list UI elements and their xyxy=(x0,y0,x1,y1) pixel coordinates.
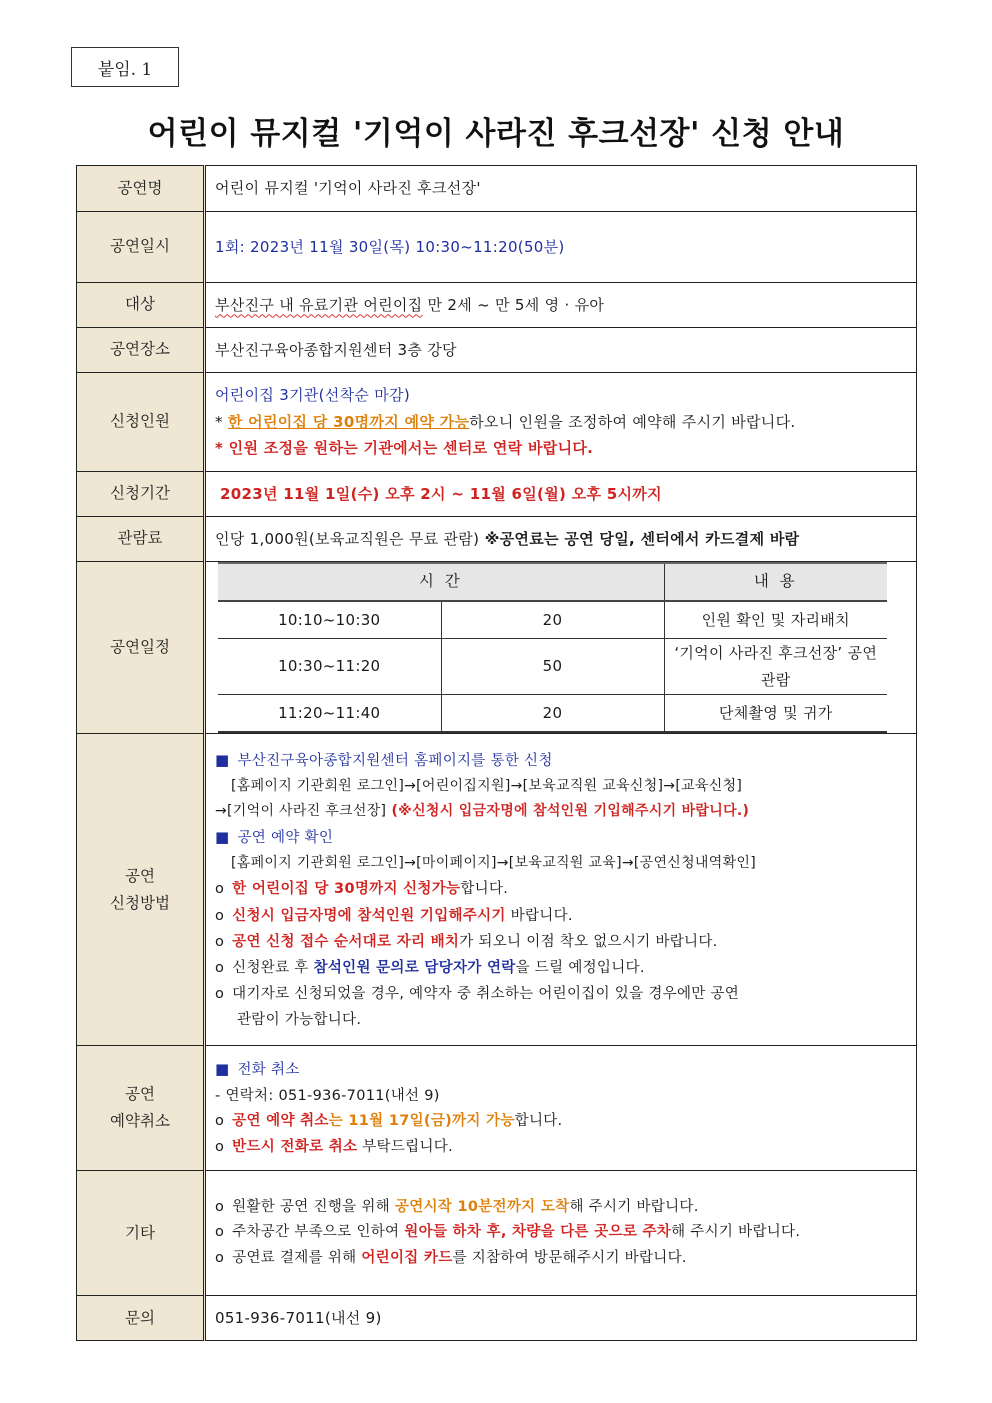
row-etc xyxy=(77,1171,917,1296)
label-performance-name: 공연명 xyxy=(77,166,205,212)
row-performance-date xyxy=(77,212,917,283)
label-cancel: 공연 예약취소 xyxy=(77,1046,205,1171)
label-schedule: 공연일정 xyxy=(77,562,205,734)
schedule-minutes: 50 xyxy=(441,639,664,695)
row-cancel xyxy=(77,1046,917,1171)
method-section2-path: [홈페이지 기관회원 로그인]→[마이페이지]→[보육교직원 교육]→[공연신청내역확인] xyxy=(231,855,756,872)
applicants-line3: * 인원 조정을 원하는 기관에서는 센터로 연락 바랍니다. xyxy=(215,439,594,458)
schedule-content: 인원 확인 및 자리배치 xyxy=(664,601,887,639)
page-title: 어린이 뮤지컬 '기억이 사라진 후크선장' 신청 안내 xyxy=(147,116,845,152)
method-section1-path2: →[기억이 사라진 후크선장] (※신청시 입금자명에 참석인원 기입해주시기 바랍니다.) xyxy=(215,803,750,819)
method-bullet-3: ο 공연 신청 접수 순서대로 자리 배치가 되오니 이점 착오 없으시기 바랍니다. xyxy=(215,933,718,950)
row-method xyxy=(77,734,917,1046)
square-bullet-icon: ■ xyxy=(215,828,230,847)
row-schedule xyxy=(77,562,917,734)
target-rest: 만 2세 ~ 만 5세 영 · 유아 xyxy=(422,295,605,314)
label-fee: 관람료 xyxy=(77,517,205,562)
schedule-time: 10:10~10:30 xyxy=(218,601,441,639)
schedule-row xyxy=(218,601,887,639)
applicants-line2: * 한 어린이집 당 30명까지 예약 가능하오니 인원을 조정하여 예약해 주시기 바랍니다. xyxy=(215,412,796,431)
target-underlined: 부산진구 내 유료기관 어린이집 xyxy=(215,295,423,314)
row-fee xyxy=(77,517,917,562)
method-section2-heading: ■ 공연 예약 확인 xyxy=(215,828,334,847)
value-method xyxy=(205,734,917,1046)
schedule-content: ‘기억이 사라진 후크선장’ 공연 관람 xyxy=(664,639,887,695)
label-method: 공연 신청방법 xyxy=(77,734,205,1046)
label-target: 대상 xyxy=(77,283,205,328)
label-performance-date: 공연일시 xyxy=(77,212,205,283)
schedule-header-content: 내 용 xyxy=(664,563,887,601)
etc-bullet-2: ο 주차공간 부족으로 인하여 원아들 하차 후, 차량을 다른 곳으로 주차해 주시기 바랍니다. xyxy=(215,1224,801,1241)
schedule-row xyxy=(218,695,887,733)
value-target xyxy=(205,283,917,328)
attachment-label: 붙임. 1 xyxy=(71,47,179,87)
schedule-content: 단체촬영 및 귀가 xyxy=(664,695,887,733)
value-inquiry: 051-936-7011(내선 9) xyxy=(205,1296,917,1341)
row-inquiry xyxy=(77,1296,917,1341)
value-venue: 부산진구육아종합지원센터 3층 강당 xyxy=(205,328,917,373)
label-venue: 공연장소 xyxy=(77,328,205,373)
schedule-row xyxy=(218,639,887,695)
label-applicants: 신청인원 xyxy=(77,373,205,472)
value-period: 2023년 11월 1일(수) 오후 2시 ~ 11월 6일(월) 오후 5시까지 xyxy=(205,472,917,517)
schedule-header-time: 시 간 xyxy=(218,563,664,601)
square-bullet-icon: ■ xyxy=(215,750,230,769)
schedule-minutes: 20 xyxy=(441,601,664,639)
square-bullet-icon: ■ xyxy=(215,1059,230,1078)
etc-bullet-1: ο 원활한 공연 진행을 위해 공연시작 10분전까지 도착해 주시기 바랍니다. xyxy=(215,1198,699,1215)
cancel-contact: - 연락처: 051-936-7011(내선 9) xyxy=(215,1087,440,1104)
value-performance-date: 1회: 2023년 11월 30일(목) 10:30~11:20(50분) xyxy=(205,212,917,283)
value-fee: 인당 1,000원(보육교직원은 무료 관람) ※공연료는 공연 당일, 센터에서 카드결제 바람 xyxy=(205,517,917,562)
method-section1-path1: [홈페이지 기관회원 로그인]→[어린이집지원]→[보육교직원 교육신청]→[교육신청] xyxy=(231,777,743,794)
label-period: 신청기간 xyxy=(77,472,205,517)
row-venue xyxy=(77,328,917,373)
label-inquiry: 문의 xyxy=(77,1296,205,1341)
schedule-minutes: 20 xyxy=(441,695,664,733)
cancel-heading: ■ 전화 취소 xyxy=(215,1059,300,1078)
value-etc xyxy=(205,1171,917,1296)
method-bullet-1: ο 한 어린이집 당 30명까지 신청가능합니다. xyxy=(215,881,509,898)
row-performance-name xyxy=(77,166,917,212)
method-bullet-5-cont: 관람이 가능합니다. xyxy=(237,1011,362,1028)
applicants-highlight: 한 어린이집 당 30명까지 예약 가능 xyxy=(227,412,470,431)
schedule-time: 11:20~11:40 xyxy=(218,695,441,733)
schedule-time: 10:30~11:20 xyxy=(218,639,441,695)
cancel-bullet-2: ο 반드시 전화로 취소 부탁드립니다. xyxy=(215,1139,453,1156)
row-target xyxy=(77,283,917,328)
label-etc: 기타 xyxy=(77,1171,205,1296)
row-applicants xyxy=(77,373,917,472)
method-bullet-5: ο 대기자로 신청되었을 경우, 예약자 중 취소하는 어린이집이 있을 경우에만 공연 xyxy=(215,985,740,1002)
info-table xyxy=(76,165,917,1341)
value-cancel xyxy=(205,1046,917,1171)
value-applicants xyxy=(205,373,917,472)
fee-note: ※공연료는 공연 당일, 센터에서 카드결제 바람 xyxy=(479,529,800,548)
method-bullet-4: ο 신청완료 후 참석인원 문의로 담당자가 연락을 드릴 예정입니다. xyxy=(215,959,645,976)
value-schedule xyxy=(205,562,917,734)
cancel-bullet-1: ο 공연 예약 취소는 11월 17일(금)까지 가능합니다. xyxy=(215,1113,563,1130)
schedule-table xyxy=(218,562,887,733)
etc-bullet-3: ο 공연료 결제를 위해 어린이집 카드를 지참하여 방문해주시기 바랍니다. xyxy=(215,1250,687,1267)
value-performance-name: 어린이 뮤지컬 '기억이 사라진 후크선장' xyxy=(205,166,917,212)
method-bullet-2: ο 신청시 입금자명에 참석인원 기입해주시기 바랍니다. xyxy=(215,907,573,924)
method-section1-heading: ■ 부산진구육아종합지원센터 홈페이지를 통한 신청 xyxy=(215,750,553,769)
row-period xyxy=(77,472,917,517)
applicants-line1: 어린이집 3기관(선착순 마감) xyxy=(215,385,410,404)
